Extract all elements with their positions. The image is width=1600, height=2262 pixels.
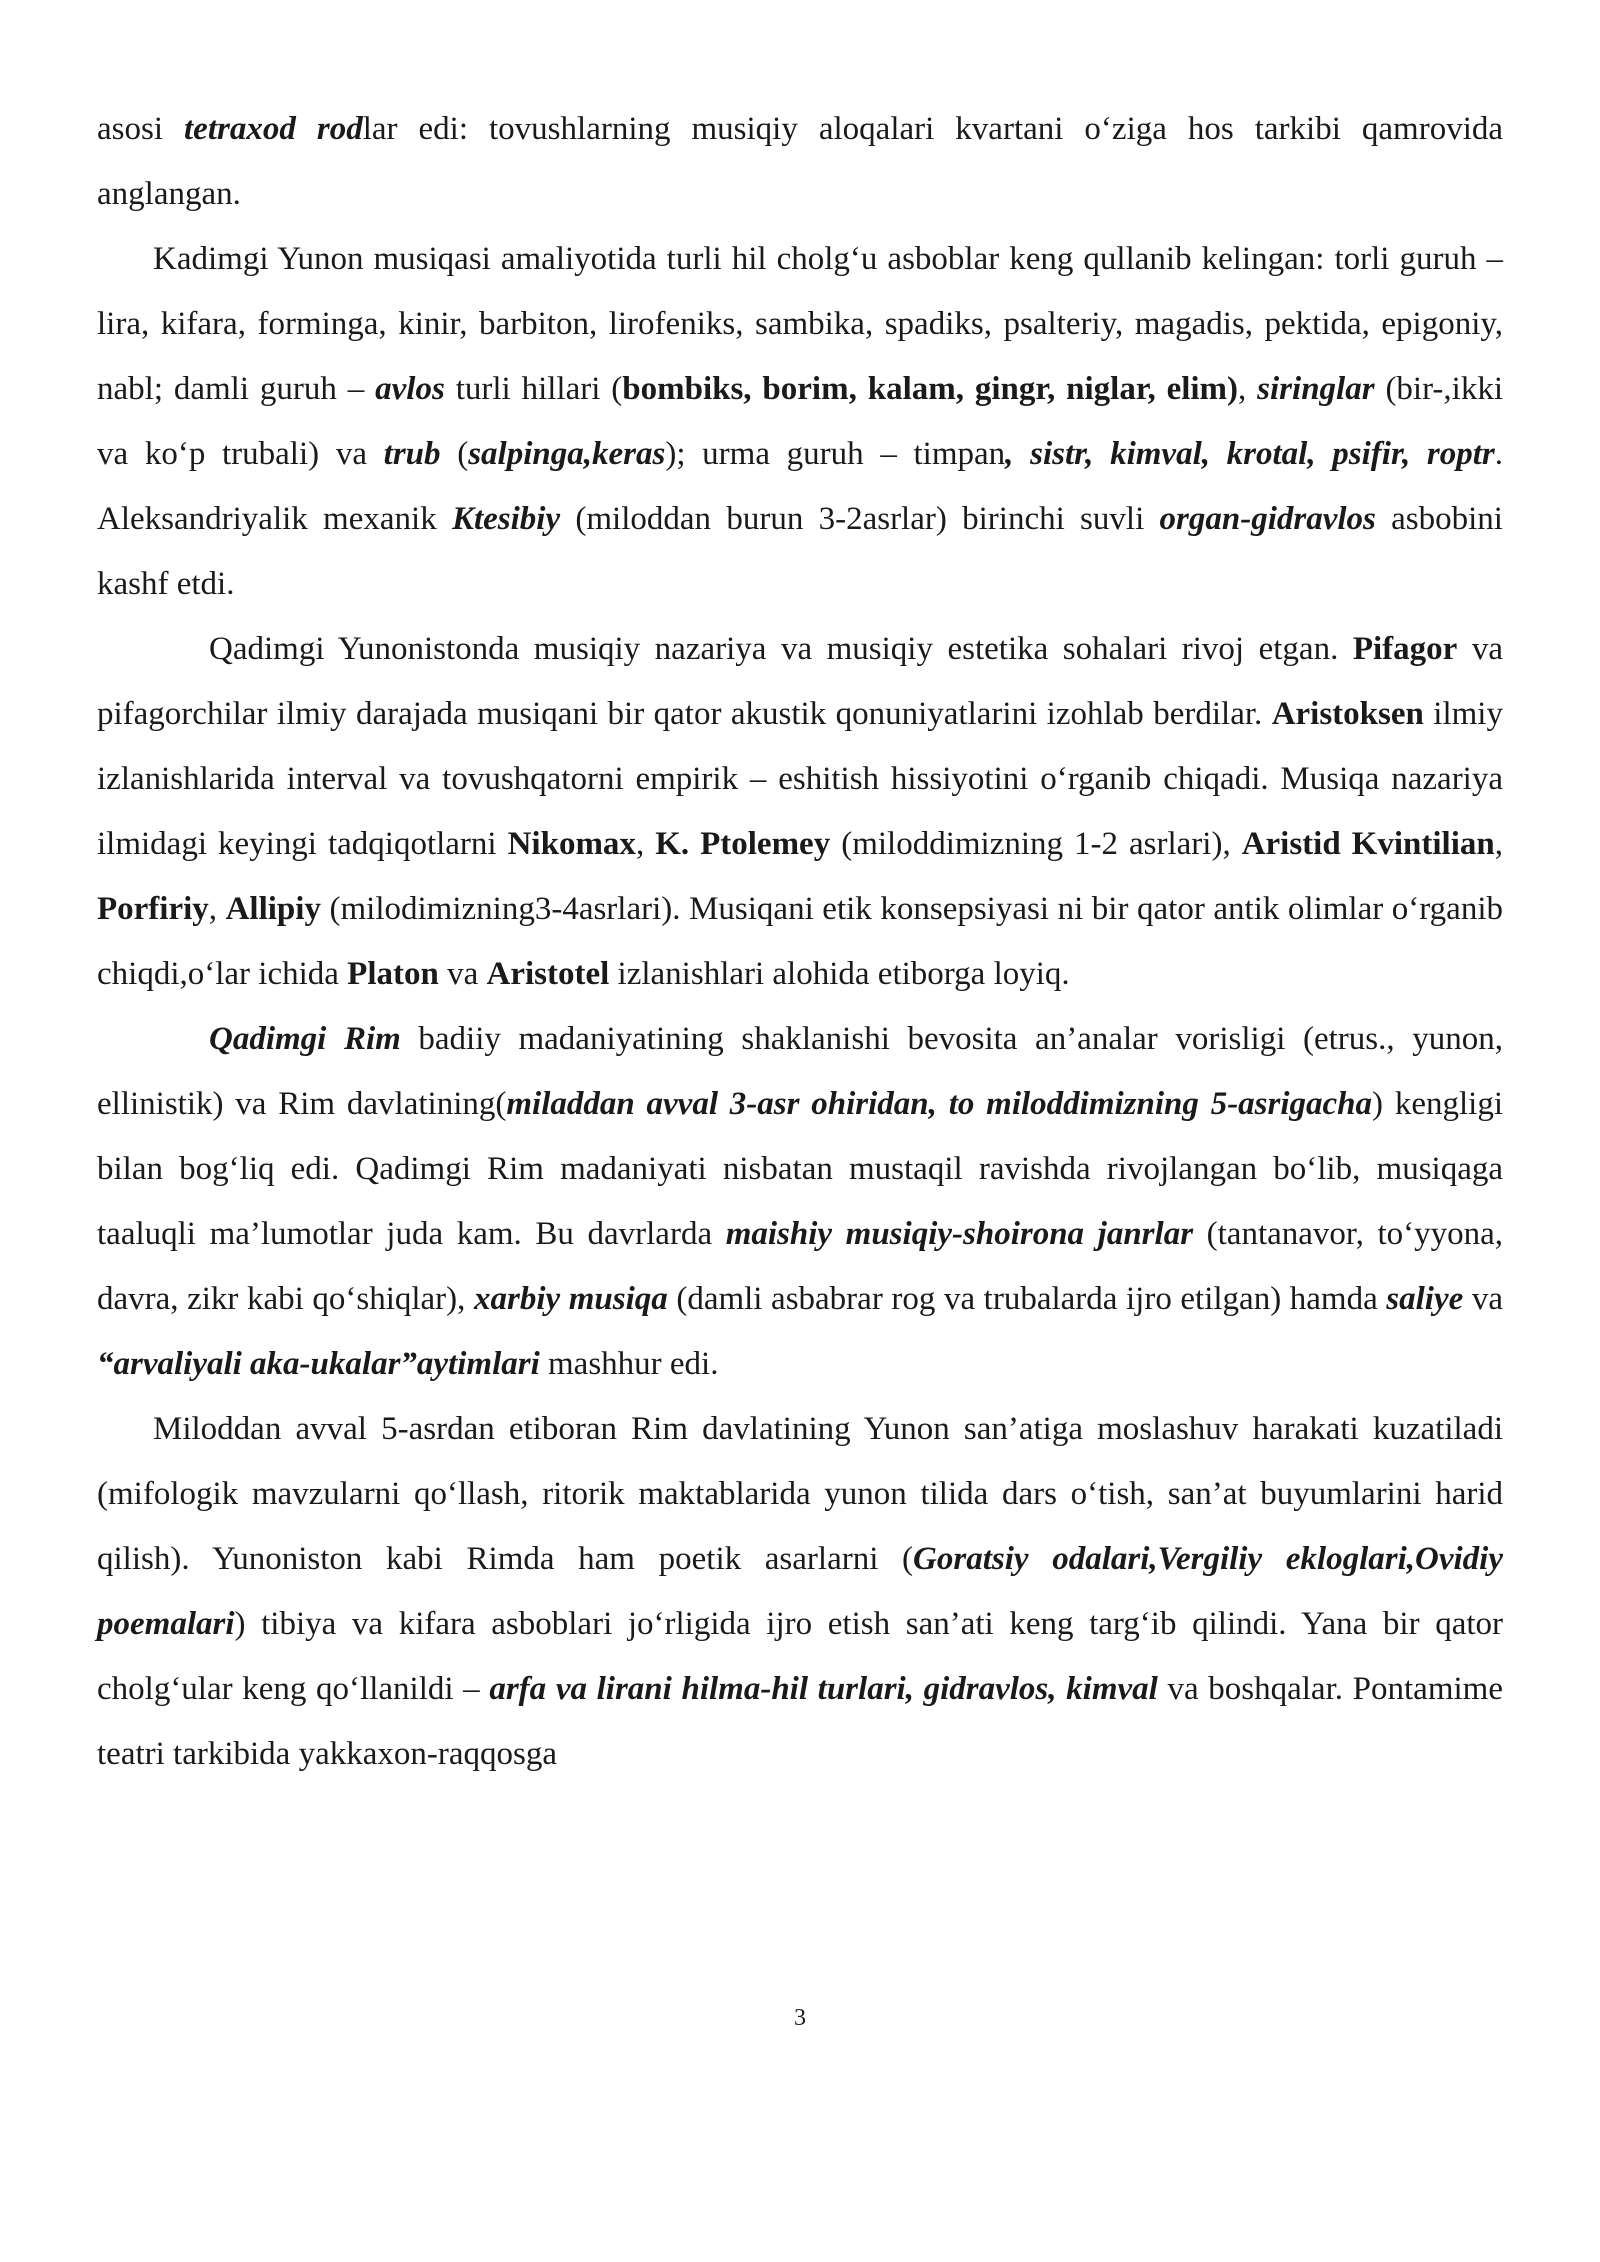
bold-italic-text: Goratsiy odalari,Vergiliy ekloglari,Ovidiy poemalari: [97, 1541, 1503, 1642]
plain-text: (damli asbabrar rog va trubalarda ijro etilgan) hamda: [667, 1281, 1387, 1317]
plain-text: ) kengligi bilan bogʻliq edi. Qadimgi Rim madaniyati nisbatan mustaqil ravishda rivojlangan boʻlib, musiqaga taaluqli ma’lumotlar juda kam. Bu davrlarda: [97, 1086, 1503, 1252]
bold-italic-text: , sistr, kimval, krotal, psifir, roptr: [1005, 436, 1495, 472]
paragraph-1: [97, 97, 1503, 227]
bold-text: Nikomax: [507, 826, 636, 862]
plain-text: Qadimgi Yunonistonda musiqiy nazariya va musiqiy estetika sohalari rivoj etgan.: [209, 631, 1353, 667]
plain-text: izlanishlari alohida etiborga loyiq.: [609, 956, 1070, 992]
plain-text: ,: [635, 826, 656, 862]
plain-text: va: [1463, 1281, 1504, 1317]
plain-text: . Aleksandriyalik mexanik: [97, 436, 1503, 537]
paragraph-2: [97, 227, 1503, 617]
bold-italic-text: miladdan avval 3-asr ohiridan, to miloddimizning 5-asrigacha: [506, 1086, 1373, 1122]
bold-text: Porfiriy: [97, 891, 209, 927]
bold-italic-text: xarbiy musiqa: [474, 1281, 668, 1317]
plain-text: badiiy madaniyatining shaklanishi bevosita an’analar vorisligi (etrus., yunon, ellinistik) va Rim davlatining(: [97, 1021, 1503, 1122]
bold-text: K. Ptolemey: [655, 826, 831, 862]
paragraph-4: [97, 1007, 1503, 1397]
bold-italic-text: tetraxod rod: [184, 111, 363, 147]
plain-text: mashhur edi.: [539, 1346, 719, 1382]
plain-text: ) tibiya va kifara asboblari joʻrligida ijro etish san’ati keng targʻib qilindi. Yana bir qator cholgʻular keng qoʻllanildi –: [97, 1606, 1503, 1707]
plain-text: va: [438, 956, 487, 992]
bold-italic-text: Ktesibiy: [451, 501, 561, 537]
bold-italic-text: saliye: [1386, 1281, 1464, 1317]
plain-text: ,: [1494, 826, 1503, 862]
body-text: [97, 97, 1503, 1787]
bold-text: Aristotel: [486, 956, 610, 992]
bold-italic-text: avlos: [375, 371, 445, 407]
bold-italic-text: salpinga,keras: [468, 436, 666, 472]
bold-italic-text: siringlar: [1257, 371, 1375, 407]
plain-text: (bir-,ikki va koʻp trubali) va: [97, 371, 1504, 472]
bold-text: Allipiy: [225, 891, 321, 927]
paragraph-3: [97, 617, 1503, 1007]
plain-text: va pifagorchilar ilmiy darajada musiqani bir qator akustik qonuniyatlarini izohlab berdilar.: [97, 631, 1503, 732]
bold-text: Pifagor: [1352, 631, 1458, 667]
plain-text: ilmiy izlanishlarida interval va tovushqatorni empirik – eshitish hissiyotini oʻrganib chiqadi. Musiqa nazariya ilmidagi keyingi tadqiqotlarni: [97, 696, 1503, 862]
plain-text: asosi: [97, 111, 185, 147]
plain-text: (miloddimizning 1-2 asrlari),: [830, 826, 1242, 862]
bold-text: Aristoksen: [1271, 696, 1424, 732]
plain-text: ,: [1238, 371, 1258, 407]
plain-text: (: [440, 436, 469, 472]
bold-text: Aristid Kvintilian: [1241, 826, 1495, 862]
plain-text: ,: [208, 891, 226, 927]
plain-text: Kadimgi Yunon musiqasi amaliyotida turli hil cholgʻu asboblar keng qullanib kelingan: torli guruh – lira, kifara, forminga, kinir, barbiton, lirofeniks, sambika, spadiks, psalteriy, magadis, pektida, epigoniy, nabl; damli guruh –: [97, 241, 1503, 407]
bold-italic-text: maishiy musiqiy-shoirona janrlar: [725, 1216, 1194, 1252]
paragraph-5: [97, 1397, 1503, 1787]
plain-text: (miloddan burun 3-2asrlar) birinchi suvli: [560, 501, 1160, 537]
plain-text: asbobini kashf etdi.: [97, 501, 1503, 602]
bold-italic-text: Qadimgi Rim: [209, 1021, 401, 1057]
bold-text: Platon: [347, 956, 439, 992]
plain-text: ); urma guruh – timpan: [665, 436, 1006, 472]
bold-text: bombiks, borim, kalam, gingr, niglar, elim): [622, 371, 1239, 407]
bold-italic-text: arfa va lirani hilma-hil turlari, gidravlos, kimval: [489, 1671, 1158, 1707]
bold-italic-text: organ-gidravlos: [1159, 501, 1376, 537]
plain-text: lar edi: tovushlarning musiqiy aloqalari kvartani oʻziga hos tarkibi qamrovida anglangan.: [97, 111, 1504, 212]
bold-italic-text: trub: [383, 436, 441, 472]
plain-text: (milodimizning3-4asrlari). Musiqani etik konsepsiyasi ni bir qator antik olimlar oʻrganib chiqdi,oʻlar ichida: [97, 891, 1503, 992]
plain-text: va boshqalar. Pontamime teatri tarkibida yakkaxon-raqqosga: [97, 1671, 1503, 1772]
plain-text: turli hillari (: [444, 371, 623, 407]
bold-italic-text: “arvaliyali aka-ukalar”aytimlari: [97, 1346, 540, 1382]
plain-text: Miloddan avval 5-asrdan etiboran Rim davlatining Yunon san’atiga moslashuv harakati kuzatiladi (mifologik mavzularni qoʻllash, ritorik maktablarida yunon tilida dars oʻtish, san’at buyumlarini harid qilish). Yunoniston kabi Rimda ham poetik asarlarni (: [97, 1411, 1503, 1577]
plain-text: (tantanavor, toʻyyona, davra, zikr kabi qoʻshiqlar),: [97, 1216, 1503, 1317]
page-number: 3: [794, 2005, 806, 2031]
